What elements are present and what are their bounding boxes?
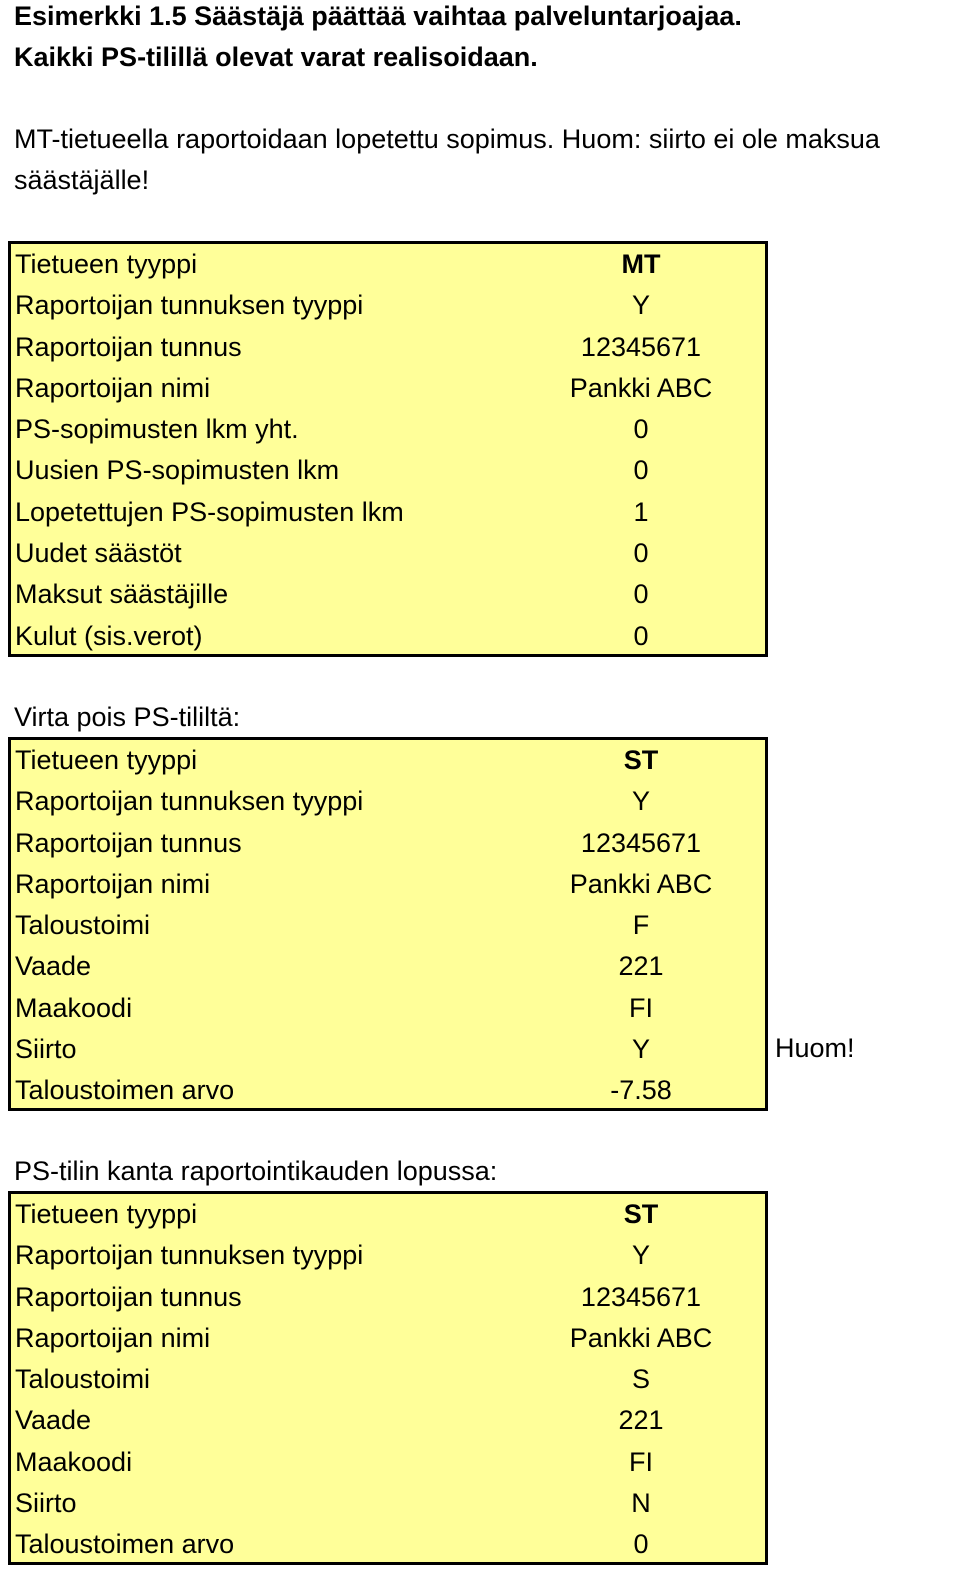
field-value: Y <box>631 1034 650 1065</box>
table-row <box>11 905 765 946</box>
note-label: Huom! <box>775 1033 855 1063</box>
field-value: -7.58 <box>610 1075 672 1106</box>
field-value: 0 <box>633 455 649 486</box>
table-row <box>11 368 765 409</box>
field-value: Y <box>631 786 650 817</box>
field-value: 221 <box>618 951 664 982</box>
field-label: Raportoijan tunnus <box>15 827 242 858</box>
table-row <box>11 1318 765 1359</box>
field-value: 12345671 <box>580 331 702 362</box>
table-row <box>11 450 765 491</box>
field-value: F <box>632 910 650 941</box>
example-subtitle: Kaikki PS-tilillä olevat varat realisoidaan. <box>14 42 538 72</box>
field-label: PS-sopimusten lkm yht. <box>15 414 299 445</box>
field-label: Raportoijan nimi <box>15 372 211 403</box>
field-label: Raportoijan tunnus <box>15 1281 242 1312</box>
table-row <box>11 1277 765 1318</box>
example-title: Esimerkki 1.5 Säästäjä päättää vaihtaa palveluntarjoajaa. <box>14 1 742 31</box>
table-row <box>11 409 765 450</box>
field-value: N <box>631 1488 651 1519</box>
field-value: 0 <box>633 538 649 569</box>
outflow-record-table <box>8 737 768 1111</box>
field-label: Taloustoimi <box>15 1364 151 1395</box>
field-label: Raportoijan nimi <box>15 1322 211 1353</box>
field-label: Tietueen tyyppi <box>15 1199 198 1229</box>
table-row <box>11 533 765 574</box>
table-row <box>11 1442 765 1483</box>
field-label: Vaade <box>15 951 92 982</box>
end-balance-record-table <box>8 1191 768 1565</box>
table-row <box>11 781 765 822</box>
table-row <box>11 1194 765 1235</box>
table-row <box>11 574 765 615</box>
field-label: Raportoijan tunnus <box>15 331 242 362</box>
table-row <box>11 988 765 1029</box>
field-value: 0 <box>633 620 649 651</box>
field-label: Tietueen tyyppi <box>15 745 198 775</box>
field-value: 0 <box>633 579 649 610</box>
field-value: Y <box>631 290 650 321</box>
table-row <box>11 740 765 781</box>
field-value: 1 <box>633 496 649 527</box>
field-label: Vaade <box>15 1405 92 1436</box>
table-row <box>11 1029 765 1070</box>
field-label: Raportoijan tunnuksen tyyppi <box>15 1240 364 1271</box>
field-value: ST <box>623 745 659 775</box>
field-label: Maakoodi <box>15 1446 133 1477</box>
table-row <box>11 616 765 657</box>
description-line-1: MT-tietueella raportoidaan lopetettu sopimus. Huom: siirto ei ole maksua <box>14 124 880 154</box>
table-row <box>11 1235 765 1276</box>
field-value: Pankki ABC <box>569 1322 713 1353</box>
field-value: 12345671 <box>580 827 702 858</box>
field-label: Maakoodi <box>15 992 133 1023</box>
field-value: 221 <box>618 1405 664 1436</box>
table-row <box>11 327 765 368</box>
field-value: FI <box>629 1446 653 1477</box>
field-label: Raportoijan nimi <box>15 868 211 899</box>
table-row <box>11 492 765 533</box>
field-label: Taloustoimen arvo <box>15 1075 235 1106</box>
end-balance-heading: PS-tilin kanta raportointikauden lopussa: <box>14 1156 498 1186</box>
field-value: 12345671 <box>580 1281 702 1312</box>
field-value: FI <box>629 992 653 1023</box>
table-row <box>11 1400 765 1441</box>
table-row <box>11 1483 765 1524</box>
field-label: Raportoijan tunnuksen tyyppi <box>15 786 364 817</box>
table-row <box>11 1070 765 1111</box>
field-value: S <box>631 1364 650 1395</box>
mt-record-table <box>8 241 768 657</box>
outflow-heading: Virta pois PS-tililtä: <box>14 702 241 732</box>
field-value: ST <box>623 1199 659 1229</box>
table-row <box>11 823 765 864</box>
field-value: Y <box>631 1240 650 1271</box>
description-line-2: säästäjälle! <box>14 165 150 195</box>
field-label: Taloustoimen arvo <box>15 1529 235 1560</box>
field-value: Pankki ABC <box>569 868 713 899</box>
field-label: Siirto <box>15 1034 77 1065</box>
field-label: Taloustoimi <box>15 910 151 941</box>
field-label: Kulut (sis.verot) <box>15 620 203 651</box>
table-row <box>11 1524 765 1565</box>
field-label: Uusien PS-sopimusten lkm <box>15 455 340 486</box>
table-row <box>11 864 765 905</box>
field-label: Raportoijan tunnuksen tyyppi <box>15 290 364 321</box>
field-value: 0 <box>633 1529 649 1560</box>
table-row <box>11 244 765 285</box>
table-row <box>11 285 765 326</box>
field-label: Maksut säästäjille <box>15 579 229 610</box>
table-row <box>11 1359 765 1400</box>
field-label: Tietueen tyyppi <box>15 249 198 279</box>
field-label: Lopetettujen PS-sopimusten lkm <box>15 496 404 527</box>
table-row <box>11 946 765 987</box>
field-label: Siirto <box>15 1488 77 1519</box>
field-value: Pankki ABC <box>569 372 713 403</box>
field-label: Uudet säästöt <box>15 538 182 569</box>
field-value: MT <box>621 249 661 279</box>
field-value: 0 <box>633 414 649 445</box>
